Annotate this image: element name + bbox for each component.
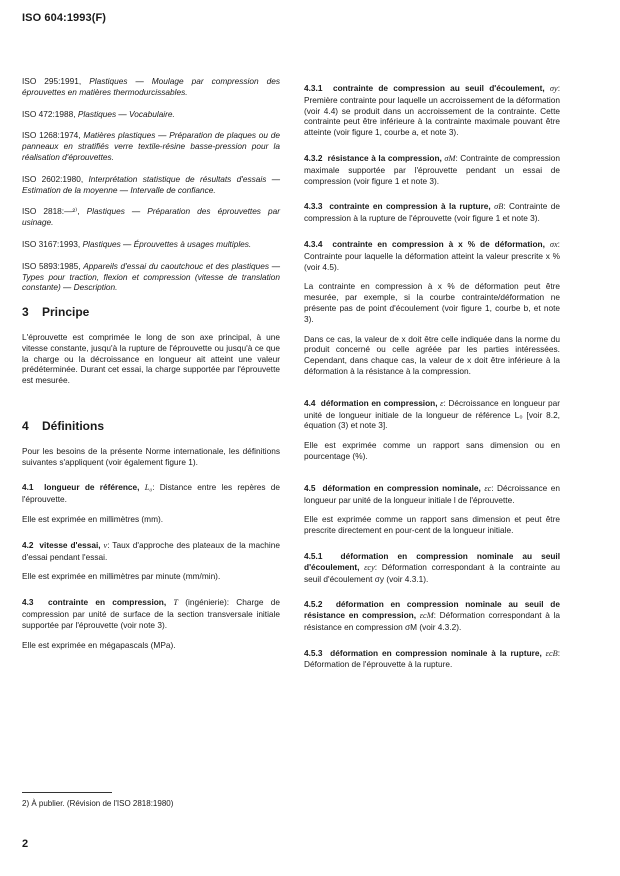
section-4-intro: Pour les besoins de la présente Norme internationale, les définitions suivantes s'appliquent (voir également figure 1). xyxy=(22,445,280,467)
definition-4-3-unit: Elle est exprimée en mégapascals (MPa). xyxy=(22,639,176,650)
right-column xyxy=(304,83,560,679)
section-4-heading: 4 Définitions xyxy=(22,418,104,433)
reference-iso-3167: ISO 3167:1993, Plastiques — Éprouvettes à usages multiples. xyxy=(22,238,252,249)
reference-iso-2602: ISO 2602:1980, Interprétation statistique de résultats d'essais — Estimation de la moyenne — Intervalle de confiance. xyxy=(22,173,281,195)
definition-4-4: 4.4 déformation en compression, ε: Décroissance en longueur par unité de longueur initiale de la longueur de référence L₀ [voir 8.2, équation (3) et note 3]. xyxy=(304,397,560,431)
section-3-body: L'éprouvette est comprimée le long de son axe principal, à une vitesse constante, jusqu'à la rupture de l'éprouvette ou jusqu'à ce que la charge ou la décroissance en longueur ait atteint une valeur prédéterminée. Durant cet essai, la charge supportée par l'éprouvette est mesurée. xyxy=(22,331,280,386)
document-header: ISO 604:1993(F) xyxy=(22,12,107,24)
definition-4-3-1: 4.3.1 contrainte de compression au seuil d'écoulement, σy: Première contrainte pour laquelle un accroissement de la déformation (voir 4.4) se produit dans un accroissement de la contrainte. Cette contrainte peut être inférieure à la contrainte maximale pouvant être atteinte (voir figure 1, courbe a, et note 3). xyxy=(304,83,560,138)
definition-4-3-4-para-3: Dans ce cas, la valeur de x doit être celle indiquée dans la norme du produit concerné ou celle agréée par les parties intéressées. Cependant, dans chaque cas, la valeur de x doit être inférieure à la déformation à la résistance à la compression. xyxy=(304,333,560,376)
definition-4-5: 4.5 déformation en compression nominale, εc: Décroissance en longueur par unité de la longueur initiale l de l'éprouvette. xyxy=(304,482,560,505)
footnote: 2) À publier. (Révision de l'ISO 2818:1980) xyxy=(22,799,174,808)
definition-4-5-2: 4.5.2 déformation en compression nominale au seuil de résistance en compression, εcM: Déformation correspondant à la résistance en compression σM (voir 4.3.2). xyxy=(304,599,560,632)
definition-4-3-2: 4.3.2 résistance à la compression, σM: Contrainte de compression maximale supportée par l'éprouvette pendant un essai de compression (voir figure 1 et note 3). xyxy=(304,152,560,186)
definition-4-3: 4.3 contrainte en compression, T (ingénierie): Charge de compression par unité de surface de la section transversale initiale supportée par l'éprouvette (voir note 3). xyxy=(22,597,280,630)
definition-4-3-4: 4.3.4 contrainte en compression à x % de déformation, σx: Contrainte pour laquelle la déformation atteint la valeur prescrite x % (voir 4.5). xyxy=(304,238,560,272)
definition-4-1-unit: Elle est exprimée en millimètres (mm). xyxy=(22,513,164,524)
definition-4-5-1: 4.5.1 déformation en compression nominale au seuil d'écoulement, εcy: Déformation correspondant à la contrainte au seuil d'écoulement σy (voir 4.3.1). xyxy=(304,550,561,584)
reference-iso-5893: ISO 5893:1985, Appareils d'essai du caoutchouc et des plastiques — Types pour traction, flexion et compression (vitesse de translation constante) — Description. xyxy=(22,260,280,293)
definition-4-4-unit: Elle est exprimée comme un rapport sans dimension ou en pourcentage (%). xyxy=(304,440,560,461)
left-column xyxy=(22,76,280,659)
footnote-rule xyxy=(22,792,112,793)
definition-4-3-4-para-2: La contrainte en compression à x % de déformation peut être mesurée, par exemple, si la courbe contrainte/déformation ne présente pas de point d'écoulement (voir figure 1, courbe b, et note 3). xyxy=(304,281,560,324)
page-number: 2 xyxy=(22,838,29,850)
reference-iso-472: ISO 472:1988, Plastiques — Vocabulaire. xyxy=(22,108,175,119)
reference-iso-295: ISO 295:1991, Plastiques — Moulage par compression des éprouvettes en matières thermodurcissables. xyxy=(22,76,280,97)
reference-iso-1268: ISO 1268:1974, Matières plastiques — Préparation de plaques ou de panneaux en stratifiés verre textile-résine basse-pression pour la réalisation d'éprouvettes. xyxy=(22,130,280,162)
definition-4-1: 4.1 longueur de référence, L₀: Distance entre les repères de l'éprouvette. xyxy=(22,482,280,505)
section-3-heading: 3 Principe xyxy=(22,305,90,320)
definition-4-2-unit: Elle est exprimée en millimètres par minute (mm/min). xyxy=(22,571,221,582)
reference-iso-2818: ISO 2818:—²⁾, Plastiques — Préparation des éprouvettes par usinage. xyxy=(22,206,280,228)
definition-4-3-3: 4.3.3 contrainte en compression à la rupture, σB: Contrainte de compression à la rupture de l'éprouvette (voir figure 1 et note 3). xyxy=(304,201,560,224)
definition-4-5-3: 4.5.3 déformation en compression nominale à la rupture, εcB: Déformation de l'éprouvette à la rupture. xyxy=(304,647,561,670)
definition-4-2: 4.2 vitesse d'essai, v: Taux d'approche des plateaux de la machine d'essai pendant l'essai. xyxy=(22,539,280,562)
definition-4-5-unit: Elle est exprimée comme un rapport sans dimension et peut être prescrite directement en pour-cent de la longueur initiale. xyxy=(304,514,560,536)
